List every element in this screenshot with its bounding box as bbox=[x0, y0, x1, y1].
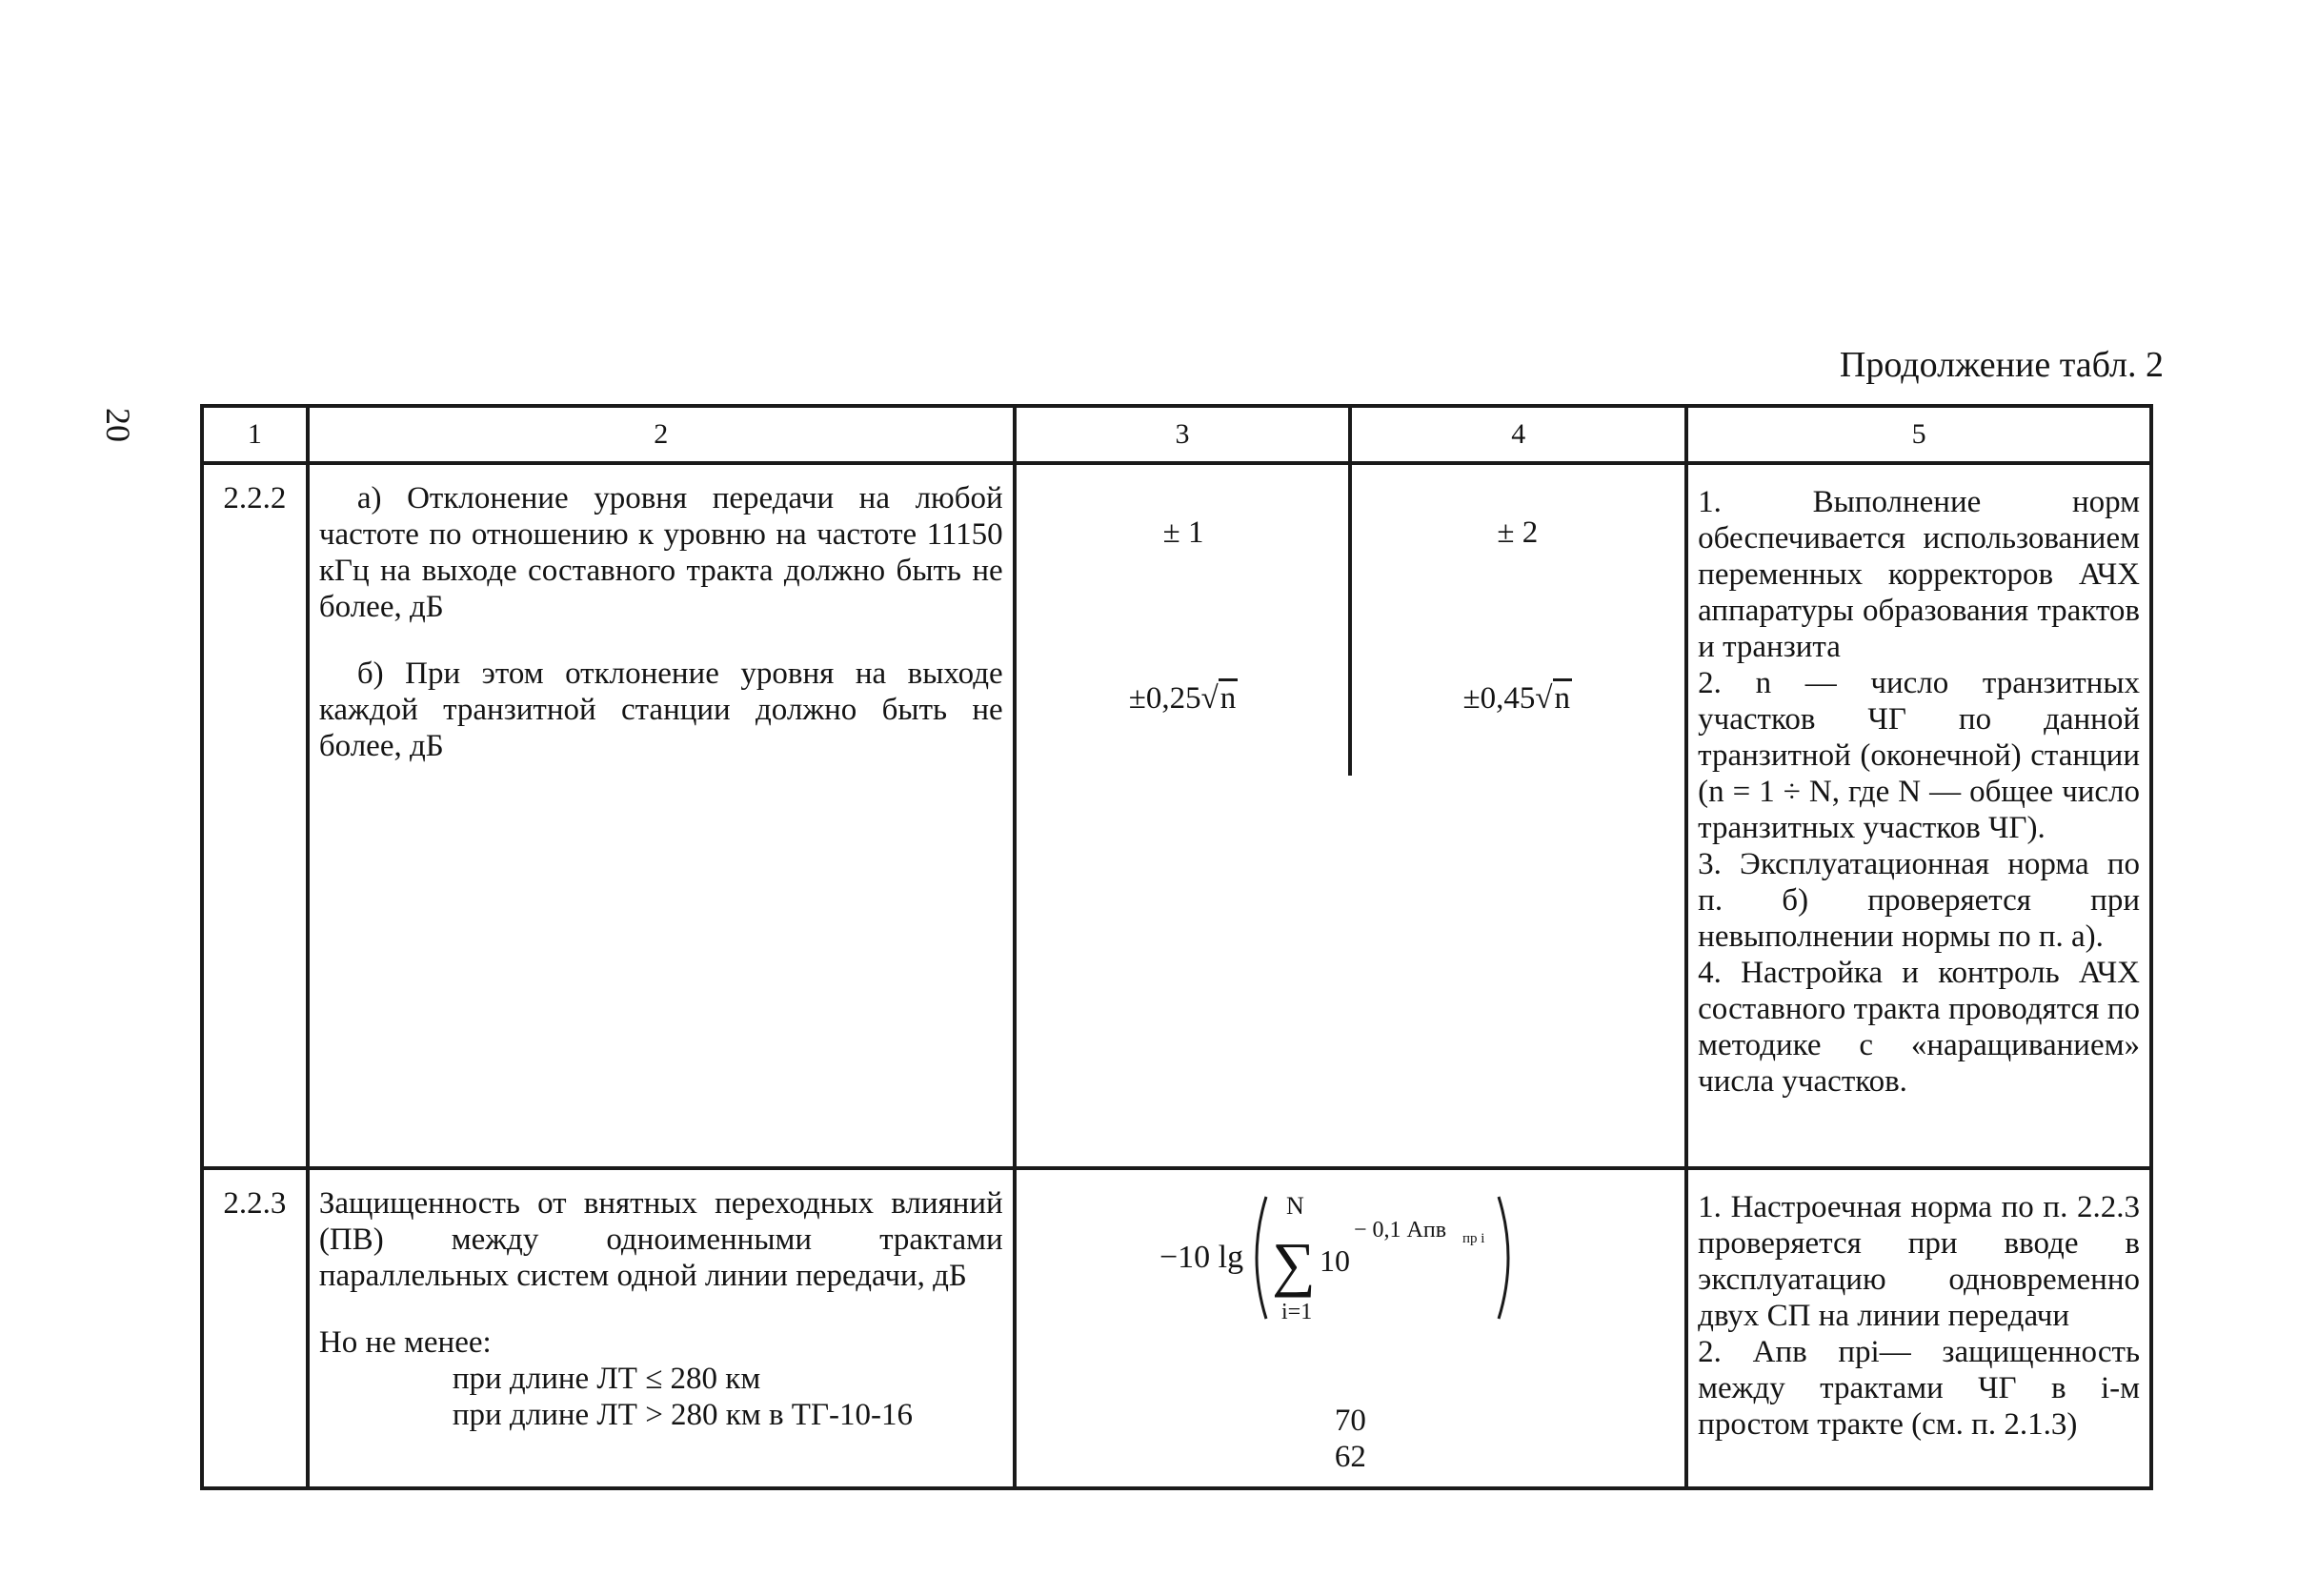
note-item: 4. Настройка и контроль АЧХ составного тракта проводятся по методике с «наращиванием» числа участков. bbox=[1698, 956, 2140, 1099]
table-caption: Продолжение табл. 2 bbox=[1839, 345, 2164, 385]
formula-cell bbox=[1015, 1168, 1687, 1488]
notes-cell bbox=[1686, 463, 2151, 1168]
formula-subscript: пр i bbox=[1461, 1231, 1485, 1246]
row-number: 2.2.2 bbox=[202, 463, 308, 1168]
formula-exponent: − 0,1 Апв bbox=[1353, 1218, 1446, 1242]
formula bbox=[1159, 1182, 1522, 1334]
row-description bbox=[308, 1168, 1015, 1488]
value-cell-4 bbox=[1350, 463, 1686, 1168]
header-cell: 3 bbox=[1015, 406, 1351, 463]
sum-upper-limit: N bbox=[1285, 1192, 1304, 1220]
page-number: 20 bbox=[99, 408, 137, 442]
limit-label: при длине ЛТ ≤ 280 км bbox=[452, 1362, 761, 1396]
value-a-col4: ± 2 bbox=[1497, 515, 1539, 550]
coefficient: ±0,45 bbox=[1462, 681, 1536, 716]
row-number: 2.2.3 bbox=[202, 1168, 308, 1488]
left-paren bbox=[1257, 1197, 1266, 1319]
description-item-b: б) При этом отклонение уровня на выходе каждой транзитной станции должно быть не более, дБ bbox=[318, 657, 1003, 763]
note-item: 2. Апв прi— защищенность между трактами ЧГ в i-м простом тракте (см. п. 2.1.3) bbox=[1698, 1335, 2140, 1442]
limit-label: при длине ЛТ > 280 км в ТГ-10-16 bbox=[452, 1398, 914, 1432]
value-a-col3: ± 1 bbox=[1162, 515, 1204, 550]
sqrt-icon: √n bbox=[1201, 680, 1239, 717]
sum-lower-limit: i=1 bbox=[1280, 1300, 1312, 1324]
row-description bbox=[308, 463, 1015, 1168]
norms-table bbox=[200, 404, 2153, 1490]
header-cell: 5 bbox=[1686, 406, 2151, 463]
description-text: Защищенность от внятных переходных влияний (ПВ) между одноименными трактами параллельных систем одной линии передачи, дБ bbox=[318, 1186, 1003, 1293]
header-cell: 4 bbox=[1350, 406, 1686, 463]
minimum-label: Но не менее: bbox=[318, 1325, 492, 1360]
coefficient: ±0,25 bbox=[1128, 681, 1201, 716]
limit-value: 62 bbox=[1334, 1440, 1366, 1474]
right-paren bbox=[1499, 1197, 1508, 1319]
formula-prefix: −10 lg bbox=[1159, 1240, 1243, 1275]
value-b-col3 bbox=[1017, 680, 1351, 717]
table-row bbox=[202, 463, 2151, 1168]
header-cell: 1 bbox=[202, 406, 308, 463]
note-item: 1. Выполнение норм обеспечивается использованием переменных корректоров АЧХ аппаратуры образования трактов и транзита bbox=[1698, 485, 2140, 664]
value-cell-3 bbox=[1015, 463, 1351, 1168]
description-item-a: а) Отклонение уровня передачи на любой частоте по отношению к уровню на частоте 11150 кГц на выходе составного тракта должно быть не более, дБ bbox=[318, 481, 1003, 624]
note-item: 3. Эксплуатационная норма по п. б) проверяется при невыполнении нормы по п. а). bbox=[1698, 847, 2140, 954]
sqrt-icon: √n bbox=[1535, 680, 1572, 717]
note-item: 1. Настроечная норма по п. 2.2.3 проверяется при вводе в эксплуатацию одновременно двух СП на линии передачи bbox=[1698, 1190, 2140, 1333]
radicand: n bbox=[1553, 678, 1573, 716]
formula-base: 10 bbox=[1319, 1243, 1350, 1278]
table-row bbox=[202, 1168, 2151, 1488]
limit-value: 70 bbox=[1334, 1404, 1366, 1438]
header-cell: 2 bbox=[308, 406, 1015, 463]
sum-icon: ∑ bbox=[1271, 1230, 1316, 1298]
value-b-col4 bbox=[1350, 680, 1684, 717]
note-item: 2. n — число транзитных участков ЧГ по данной транзитной (оконечной) станции (n = 1 ÷ N, где N — общее число транзитных участков ЧГ). bbox=[1698, 666, 2140, 845]
radicand: n bbox=[1219, 678, 1239, 716]
table-header-row bbox=[202, 406, 2151, 463]
notes-cell bbox=[1686, 1168, 2151, 1488]
formula-graphic bbox=[1159, 1182, 1522, 1334]
